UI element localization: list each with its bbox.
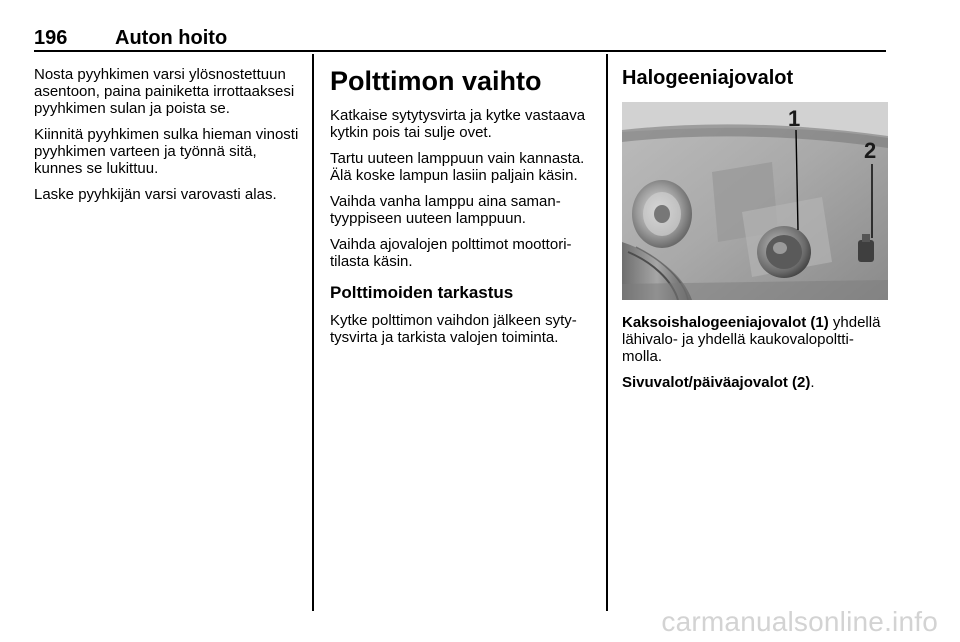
section-title: Auton hoito	[115, 27, 228, 49]
paragraph-hold-base: Tartu uuteen lamppuun vain kannasta. Älä koske lampun lasiin paljain käsin.	[330, 150, 585, 184]
paragraph-wiper-raise: Nosta pyyhkimen varsi ylösnostettuun asentoon, paina painiketta irrottaaksesi pyyhkimen sulan ja poista se.	[34, 66, 295, 117]
paragraph-ignition-off: Katkaise sytytysvirta ja kytke vastaava kytkin pois tai sulje ovet.	[330, 107, 586, 141]
caption-side-lights	[622, 374, 888, 391]
column-divider-right	[606, 54, 608, 611]
bulb-replacement-heading: Polttimon vaihto	[330, 66, 542, 96]
watermark: carmanualsonline.info	[661, 606, 938, 637]
callout-2-label: 2	[864, 138, 877, 163]
halogen-headlights-heading: Halogeeniajovalot	[622, 67, 794, 89]
caption-dual-halogen	[622, 314, 888, 365]
paragraph-wiper-lower: Laske pyyhkijän varsi varovasti alas.	[34, 186, 277, 203]
column-bulb-replacement	[330, 66, 598, 355]
caption-side-lights-title: Sivuvalot/päiväajovalot (2)	[622, 374, 811, 391]
header-rule	[34, 50, 886, 52]
callout-1-label: 1	[788, 106, 801, 131]
paragraph-wiper-attach: Kiinnitä pyyhkimen sulka hieman vinosti pyyhkimen varteen ja työnnä sitä, kunnes se lukittuu.	[34, 126, 299, 177]
headlight-photo	[622, 102, 888, 300]
caption-side-lights-text: .	[810, 374, 815, 391]
paragraph-engine-bay: Vaihda ajovalojen polttimot moottoritilasta käsin.	[330, 236, 572, 270]
bulb-check-heading: Polttimoiden tarkastus	[330, 283, 514, 302]
paragraph-bulb-check: Kytke polttimon vaihdon jälkeen sytytysvirta ja tarkista valojen toiminta.	[330, 312, 577, 346]
column-wiper-instructions	[34, 66, 302, 212]
page-number: 196	[34, 27, 68, 49]
paragraph-same-type: Vaihda vanha lamppu aina samantyyppiseen uuteen lamppuun.	[330, 193, 561, 227]
caption-dual-halogen-title: Kaksoishalogeeniajovalot (1)	[622, 314, 829, 331]
caption-dual-halogen-text: yhdellä lähivalo- ja yhdellä kaukovalopolttimolla.	[622, 314, 881, 365]
page-header	[34, 27, 886, 49]
column-divider-left	[312, 54, 314, 611]
column-halogen-headlights	[622, 66, 888, 400]
